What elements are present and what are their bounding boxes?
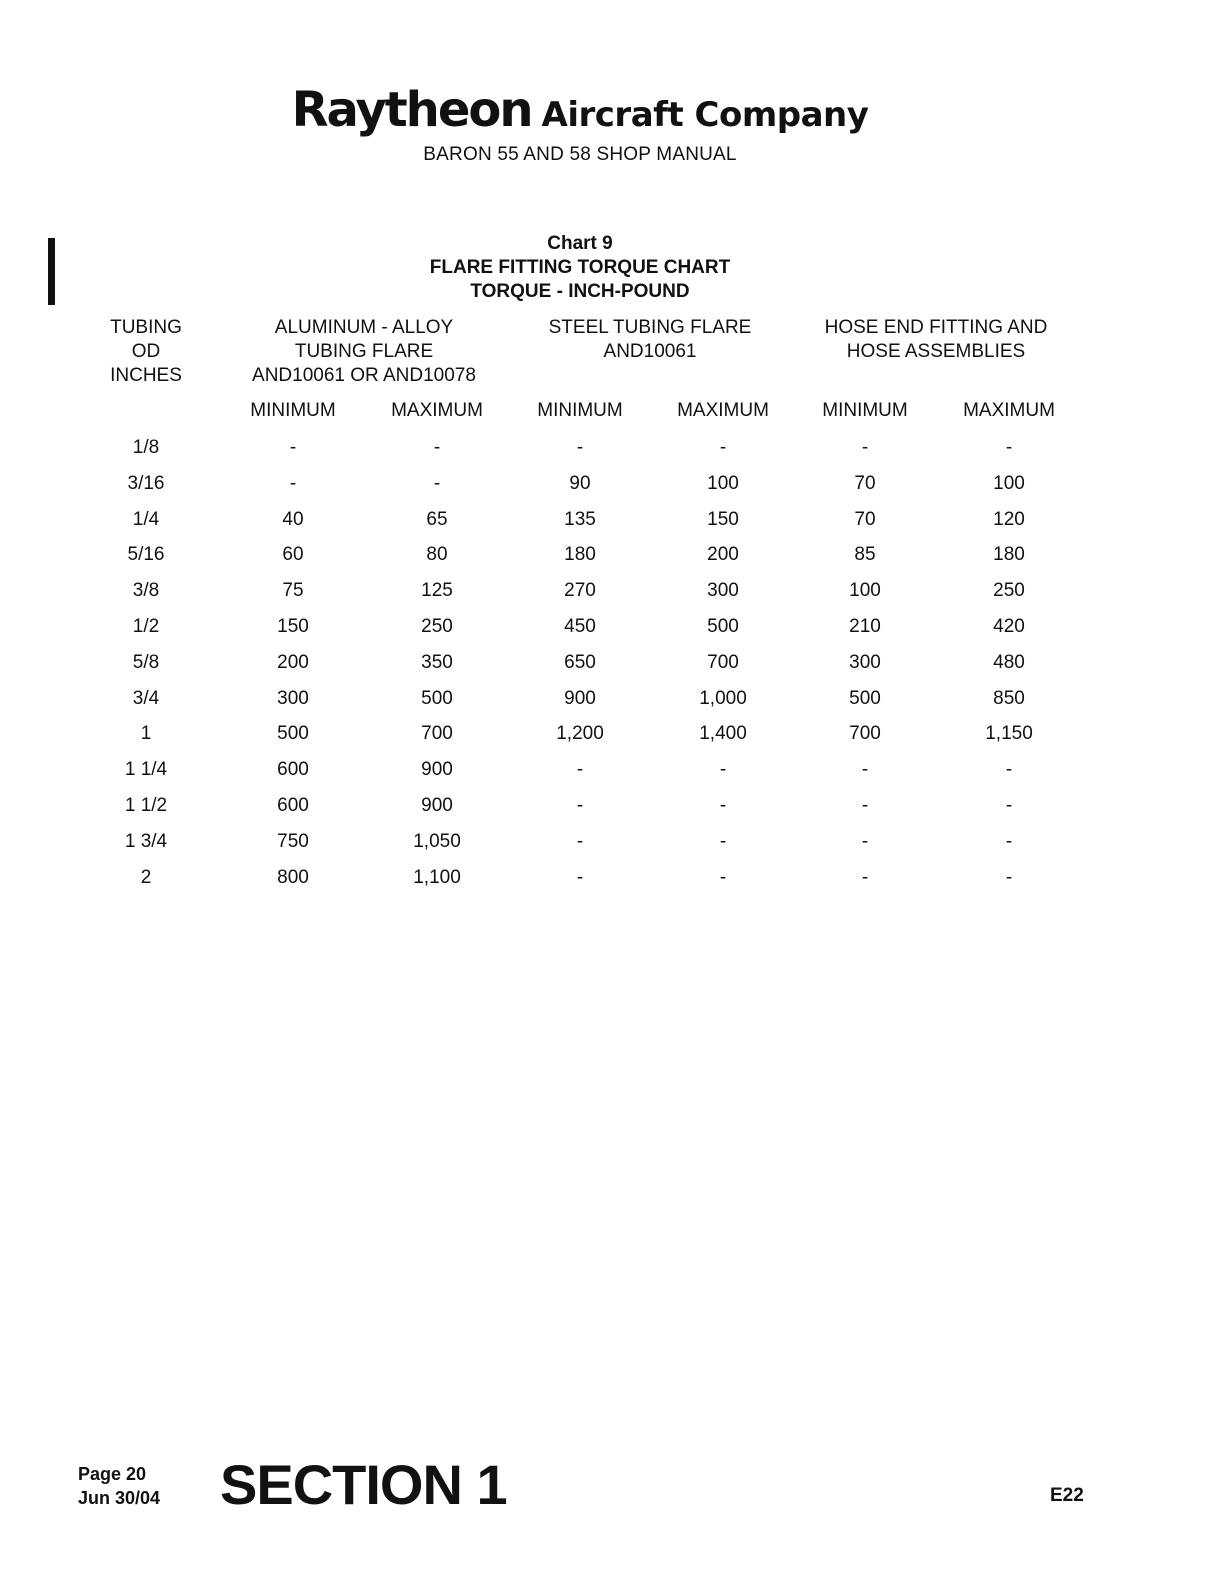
cell-steel-min: 650 [564,652,596,673]
cell-aluminum-max: - [433,473,441,494]
manual-title: BARON 55 AND 58 SHOP MANUAL [423,144,737,165]
section-label: SECTION 1 [220,1453,507,1516]
cell-tubing-od: 1/2 [132,616,160,637]
cell-aluminum-min: 750 [277,831,309,852]
cell-aluminum-min: 200 [277,652,309,673]
subheader-aluminum-max: MAXIMUM [391,400,483,421]
cell-tubing-od: 1 1/4 [124,759,168,780]
cell-aluminum-min: 600 [277,795,309,816]
cell-aluminum-max: 500 [421,688,453,709]
cell-tubing-od: 1/4 [132,509,160,530]
company-logo [0,82,1160,138]
cell-hose-min: - [861,831,869,852]
group-header-line: TUBING FLARE [294,341,434,362]
cell-hose-max: 250 [993,580,1025,601]
hose-group-header [796,316,1076,364]
document-header [0,82,1160,166]
cell-aluminum-min: 150 [277,616,309,637]
cell-steel-max: - [719,437,727,458]
cell-steel-max: 100 [707,473,739,494]
page-number: Page 20 [78,1464,147,1484]
revision-change-bar [48,238,55,305]
cell-aluminum-min: 40 [282,509,304,530]
cell-hose-min: 210 [849,616,881,637]
cell-aluminum-max: 900 [421,759,453,780]
cell-hose-min: 300 [849,652,881,673]
cell-tubing-od: 3/8 [132,580,160,601]
cell-hose-min: 85 [854,544,876,565]
group-header-line: HOSE END FITTING AND [824,317,1048,338]
cell-steel-max: 1,000 [699,688,747,709]
document-code: E22 [1050,1485,1084,1506]
cell-steel-max: 150 [707,509,739,530]
cell-hose-max: - [1005,795,1013,816]
cell-steel-max: - [719,867,727,888]
cell-hose-min: 700 [849,723,881,744]
cell-aluminum-min: 800 [277,867,309,888]
od-header-line: INCHES [110,365,182,386]
cell-aluminum-min: 500 [277,723,309,744]
cell-hose-min: - [861,867,869,888]
subheader-hose-min: MINIMUM [822,400,908,421]
cell-aluminum-min: 300 [277,688,309,709]
cell-aluminum-min: - [289,473,297,494]
cell-aluminum-max: 1,050 [413,831,461,852]
cell-hose-max: 180 [993,544,1025,565]
cell-steel-max: 500 [707,616,739,637]
cell-hose-max: 420 [993,616,1025,637]
cell-aluminum-max: 900 [421,795,453,816]
od-header [86,316,206,388]
cell-steel-min: - [576,795,584,816]
cell-hose-min: - [861,759,869,780]
cell-steel-min: 270 [564,580,596,601]
cell-aluminum-min: - [289,437,297,458]
company-name: Aircraft Company [541,95,869,135]
group-header-line: HOSE ASSEMBLIES [846,341,1026,362]
cell-steel-min: - [576,831,584,852]
cell-hose-max: - [1005,867,1013,888]
subheader-aluminum-min: MINIMUM [250,400,336,421]
cell-hose-max: - [1005,831,1013,852]
cell-hose-max: 480 [993,652,1025,673]
cell-hose-max: - [1005,759,1013,780]
od-header-line: TUBING [110,317,182,338]
cell-steel-min: 180 [564,544,596,565]
cell-steel-min: 135 [564,509,596,530]
cell-steel-max: - [719,831,727,852]
cell-hose-max: 850 [993,688,1025,709]
cell-steel-min: 450 [564,616,596,637]
chart-number: Chart 9 [547,233,613,254]
cell-hose-min: - [861,437,869,458]
chart-units: TORQUE - INCH-POUND [470,281,690,302]
aluminum-group-header [224,316,504,388]
cell-hose-min: 100 [849,580,881,601]
cell-aluminum-max: 125 [421,580,453,601]
cell-aluminum-max: - [433,437,441,458]
cell-tubing-od: 1 1/2 [124,795,168,816]
cell-steel-min: - [576,437,584,458]
subheader-steel-max: MAXIMUM [677,400,769,421]
cell-tubing-od: 1/8 [132,437,160,458]
cell-hose-max: 1,150 [985,723,1033,744]
cell-steel-max: - [719,795,727,816]
group-header-line: STEEL TUBING FLARE [548,317,752,338]
cell-aluminum-min: 75 [282,580,304,601]
subheader-steel-min: MINIMUM [537,400,623,421]
cell-steel-min: - [576,867,584,888]
cell-hose-min: 70 [854,509,876,530]
od-header-line: OD [131,341,161,362]
cell-tubing-od: 3/4 [132,688,160,709]
cell-steel-min: - [576,759,584,780]
group-header-line: AND10061 [603,341,697,362]
cell-aluminum-max: 65 [426,509,448,530]
cell-hose-min: - [861,795,869,816]
cell-hose-min: 70 [854,473,876,494]
cell-aluminum-max: 350 [421,652,453,673]
cell-steel-max: 200 [707,544,739,565]
chart-title: FLARE FITTING TORQUE CHART [429,257,731,278]
cell-hose-max: 120 [993,509,1025,530]
group-header-line: ALUMINUM - ALLOY [274,317,454,338]
cell-aluminum-max: 1,100 [413,867,461,888]
cell-tubing-od: 5/16 [127,544,165,565]
cell-hose-max: - [1005,437,1013,458]
cell-aluminum-max: 250 [421,616,453,637]
cell-steel-max: 300 [707,580,739,601]
cell-aluminum-max: 700 [421,723,453,744]
cell-steel-min: 1,200 [556,723,604,744]
cell-steel-max: 700 [707,652,739,673]
cell-steel-max: - [719,759,727,780]
cell-hose-max: 100 [993,473,1025,494]
cell-aluminum-min: 600 [277,759,309,780]
cell-hose-min: 500 [849,688,881,709]
cell-steel-max: 1,400 [699,723,747,744]
cell-tubing-od: 3/16 [127,473,165,494]
cell-steel-min: 90 [569,473,591,494]
cell-tubing-od: 1 [140,723,152,744]
cell-steel-min: 900 [564,688,596,709]
page-date: Jun 30/04 [78,1488,161,1508]
cell-aluminum-min: 60 [282,544,304,565]
cell-tubing-od: 2 [140,867,152,888]
page-info [78,1462,160,1510]
cell-tubing-od: 5/8 [132,652,160,673]
steel-group-header [510,316,790,364]
group-header-line: AND10061 OR AND10078 [252,365,476,386]
chart-titles [360,232,800,304]
cell-tubing-od: 1 3/4 [124,831,168,852]
subheader-hose-max: MAXIMUM [963,400,1055,421]
brand-name: Raytheon [291,82,532,138]
cell-aluminum-max: 80 [426,544,448,565]
